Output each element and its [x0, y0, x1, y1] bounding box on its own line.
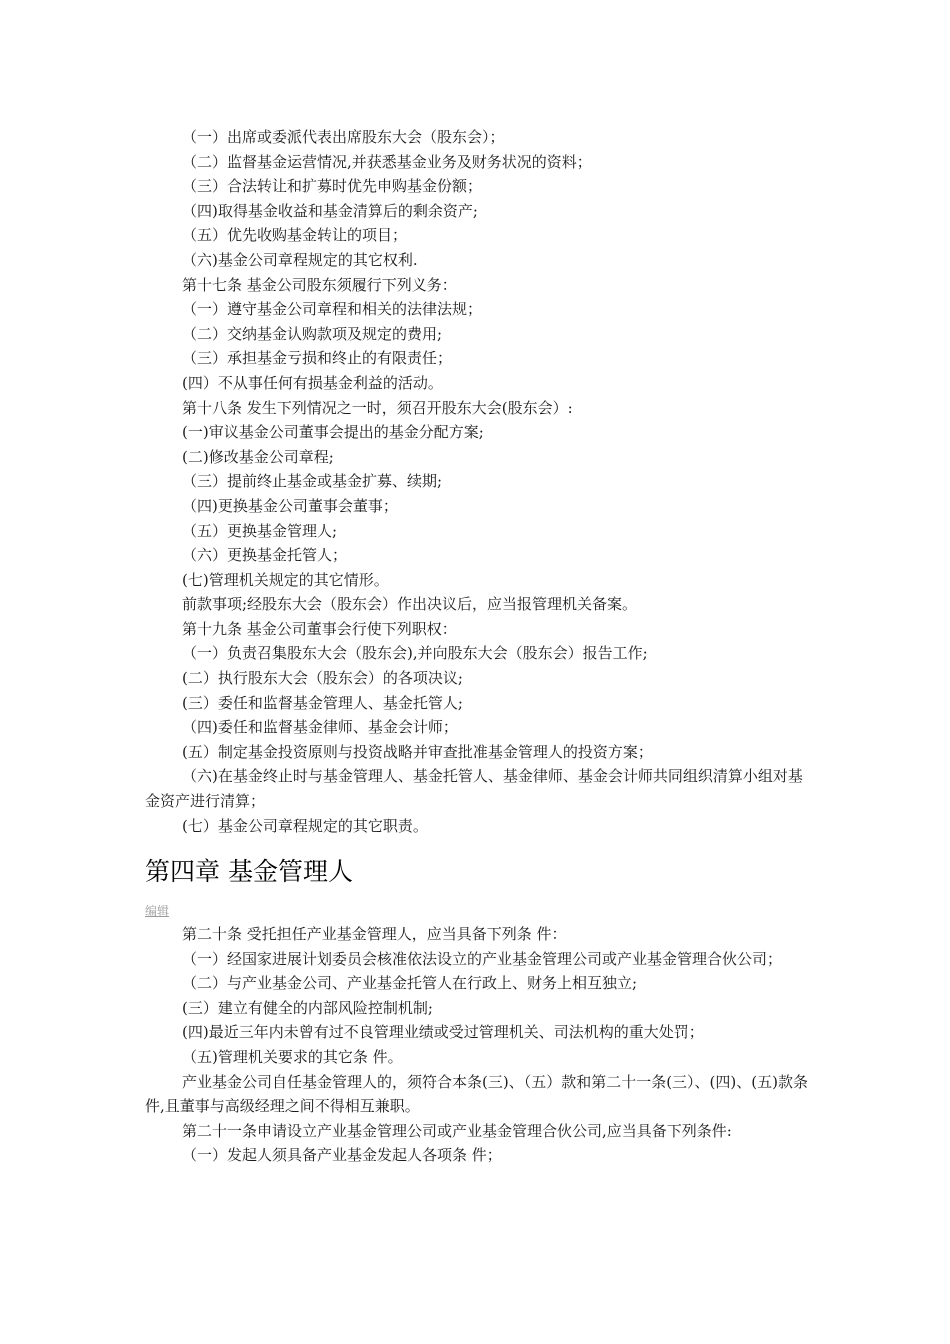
- clause-line: (二)修改基金公司章程;: [182, 447, 334, 466]
- clause-line: （一）出席或委派代表出席股东大会（股东会）；: [182, 128, 505, 146]
- article-18-title: 第十八条 发生下列情况之一时，须召开股东大会(股东会）:: [182, 398, 573, 417]
- clause-line: （一）发起人须具备产业基金发起人各项条 件；: [182, 1146, 502, 1165]
- chapter-four: [145, 855, 810, 889]
- clause-line: （三）提前终止基金或基金扩募、续期;: [182, 472, 443, 491]
- clause-line: （六)基金公司章程规定的其它权利.: [182, 250, 418, 269]
- clause-line: (四)最近三年内未曾有过不良管理业绩或受过管理机关、司法机构的重大处罚；: [182, 1023, 704, 1042]
- clause-wrapped: （六)在基金终止时与基金管理人、基金托管人、基金律师、基金会计师共同组织清算小组对基金资产进行清算；: [145, 767, 803, 811]
- article-19-title: 第十九条 基金公司董事会行使下列职权：: [182, 619, 457, 638]
- clause-line: （四)委任和监督基金律师、基金会计师；: [182, 718, 458, 737]
- clause-line: （二）监督基金运营情况,并获悉基金业务及财务状况的资料；: [182, 152, 592, 171]
- clause-line: (七)管理机关规定的其它情形。: [182, 570, 389, 589]
- clause-line: (一)审议基金公司董事会提出的基金分配方案;: [182, 423, 484, 442]
- clause-line: (四）不从事任何有损基金利益的活动。: [182, 373, 443, 392]
- clause-line: （五）更换基金管理人;: [182, 521, 338, 540]
- article-20-title: 第二十条 受托担任产业基金管理人，应当具备下列条 件：: [182, 925, 567, 943]
- clause-line: (三）建立有健全的内部风险控制机制;: [182, 998, 433, 1017]
- edit-link[interactable]: 编辑: [145, 904, 170, 918]
- edit-link-row: [145, 900, 810, 920]
- clause-line: (二）执行股东大会（股东会）的各项决议;: [182, 669, 463, 688]
- paragraph-wrapped: 产业基金公司自任基金管理人的，须符合本条(三)、（五）款和第二十一条(三）、(四)、(五)款条件,且董事与高级经理之间不得相互兼职。: [145, 1072, 808, 1116]
- clause-line: （二）交纳基金认购款项及规定的费用;: [182, 324, 443, 343]
- article-21-title: 第二十一条申请设立产业基金管理公司或产业基金管理合伙公司,应当具备下列条件:: [182, 1121, 732, 1140]
- clause-wrapped: （一）经国家进展计划委员会核准依法设立的产业基金管理公司或产业基金管理合伙公司；: [182, 949, 783, 968]
- clause-line: （一）遵守基金公司章程和相关的法律法规；: [182, 300, 483, 319]
- clause-line: （六）更换基金托管人；: [182, 546, 348, 565]
- clause-line: （二）与产业基金公司、产业基金托管人在行政上、财务上相互独立;: [182, 974, 638, 993]
- clause-line: （四)取得基金收益和基金清算后的剩余资产;: [182, 201, 478, 220]
- clause-line: （四)更换基金公司董事会董事；: [182, 496, 398, 515]
- chapter-heading: 第四章 基金管理人: [145, 857, 353, 886]
- article-17-title: 第十七条 基金公司股东须履行下列义务：: [182, 275, 457, 294]
- section-rights-obligations: [145, 125, 810, 838]
- clause-line: （五)管理机关要求的其它条 件。: [182, 1047, 403, 1066]
- clause-line: (五）制定基金投资原则与投资战略并审查批准基金管理人的投资方案；: [182, 742, 653, 761]
- clause-line: （三）承担基金亏损和终止的有限责任；: [182, 349, 453, 368]
- clause-line: (七）基金公司章程规定的其它职责。: [182, 816, 428, 835]
- clause-line: （五）优先收购基金转让的项目；: [182, 226, 408, 245]
- clause-line: （三）合法转让和扩募时优先申购基金份额；: [182, 177, 483, 196]
- paragraph-line: 前款事项;经股东大会（股东会）作出决议后，应当报管理机关备案。: [182, 595, 638, 614]
- clause-line: (三）委任和监督基金管理人、基金托管人;: [182, 693, 463, 712]
- clause-line: （一）负责召集股东大会（股东会),并向股东大会（股东会）报告工作;: [182, 644, 648, 663]
- section-fund-manager: [145, 922, 810, 1168]
